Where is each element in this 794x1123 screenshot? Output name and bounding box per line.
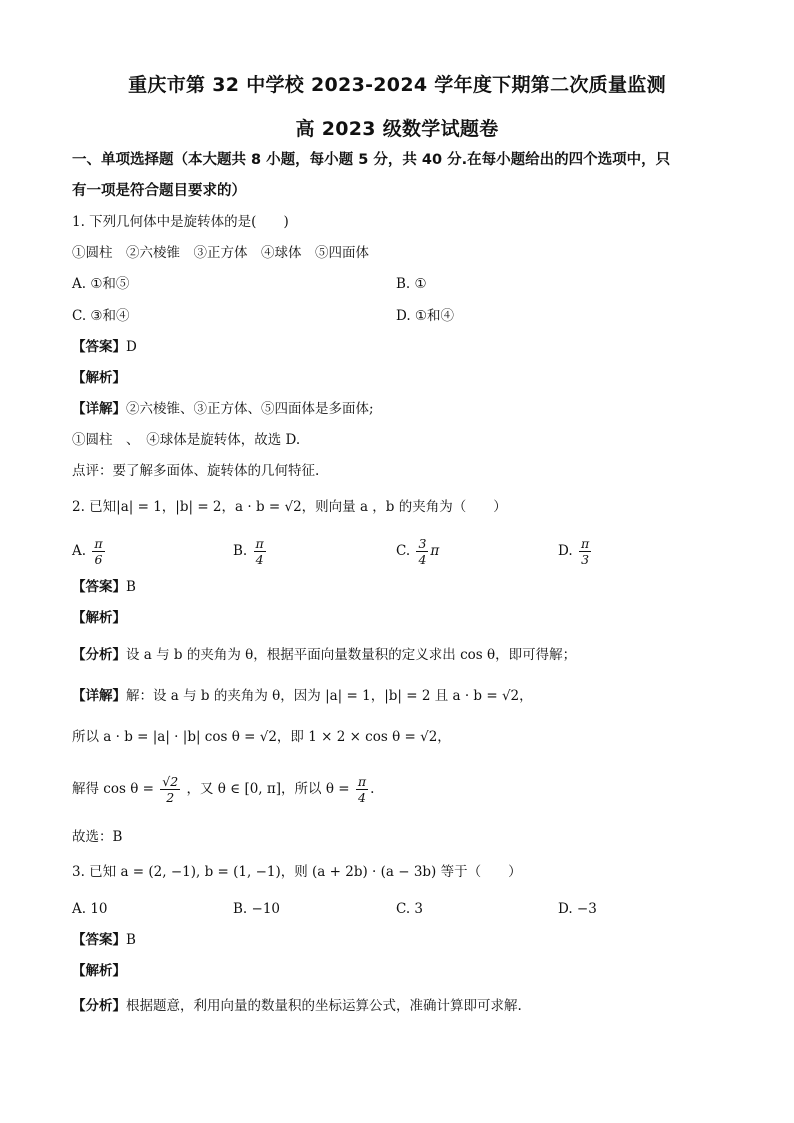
denominator: 4 bbox=[357, 790, 366, 805]
fraction bbox=[160, 774, 180, 805]
q2-option-b bbox=[233, 536, 268, 567]
detail-text: ，又 θ ∈ [0, π]，所以 θ = bbox=[186, 781, 350, 797]
fenxi-tag: 【分析】 bbox=[72, 647, 126, 663]
section-heading-line2: 有一项是符合题目要求的） bbox=[72, 183, 246, 199]
analysis-tag: 【解析】 bbox=[72, 370, 126, 386]
numerator: π bbox=[255, 536, 264, 551]
q2-analysis bbox=[72, 608, 126, 628]
detail-tag: 【详解】 bbox=[72, 401, 126, 417]
q1-detail-line1 bbox=[72, 399, 374, 419]
option-label: C. bbox=[396, 543, 411, 559]
denominator: 3 bbox=[581, 552, 590, 567]
denominator: 4 bbox=[255, 552, 264, 567]
q2-option-c bbox=[396, 536, 439, 567]
numerator: π bbox=[580, 536, 590, 551]
pi-symbol: π bbox=[430, 543, 440, 559]
q1-option-a: A. ①和⑤ bbox=[72, 276, 130, 292]
fraction bbox=[579, 536, 591, 567]
option-label: A. bbox=[72, 543, 87, 559]
q3-analysis bbox=[72, 961, 126, 981]
section-heading-line1: 一、单项选择题（本大题共 8 小题，每小题 5 分，共 40 分.在每小题给出的四个选项中，只 bbox=[72, 152, 671, 168]
analysis-tag: 【解析】 bbox=[72, 610, 126, 626]
answer-tag: 【答案】 bbox=[72, 579, 126, 595]
answer-value: B bbox=[126, 579, 136, 595]
fraction bbox=[416, 536, 428, 567]
detail-tag: 【详解】 bbox=[72, 688, 126, 704]
q2-detail-line2: 所以 a · b = |a| · |b| cos θ = √2，即 1 × 2 × cos θ = √2， bbox=[72, 729, 451, 745]
detail-text: 解：设 a 与 b 的夹角为 θ，因为 |a| = 1，|b| = 2 且 a · b = √2， bbox=[126, 688, 533, 704]
answer-value: B bbox=[126, 932, 136, 948]
fenxi-text: 设 a 与 b 的夹角为 θ，根据平面向量数量积的定义求出 cos θ，即可得解； bbox=[126, 647, 577, 663]
q2-option-d bbox=[558, 536, 593, 567]
option-label: B. bbox=[233, 543, 248, 559]
q3-stem: 3. 已知 a = (2, −1), b = (1, −1)，则 (a + 2b) · (a − 3b) 等于（ ） bbox=[72, 864, 522, 880]
answer-tag: 【答案】 bbox=[72, 339, 126, 355]
analysis-tag: 【解析】 bbox=[72, 963, 126, 979]
fenxi-tag: 【分析】 bbox=[72, 998, 126, 1014]
numerator: √2 bbox=[162, 774, 179, 789]
q3-option-d: D. −3 bbox=[558, 901, 597, 917]
fraction bbox=[356, 774, 368, 805]
q3-fenxi bbox=[72, 996, 522, 1016]
q1-answer bbox=[72, 337, 137, 357]
detail-text: . bbox=[370, 781, 375, 797]
exam-title: 重庆市第 32 中学校 2023-2024 学年度下期第二次质量监测 bbox=[128, 74, 666, 96]
detail-text: 解得 cos θ = bbox=[72, 781, 154, 797]
fraction bbox=[92, 536, 104, 567]
q1-comment: 点评：要了解多面体、旋转体的几何特征. bbox=[72, 463, 320, 479]
exam-subtitle: 高 2023 级数学试题卷 bbox=[295, 118, 499, 140]
q1-option-c: C. ③和④ bbox=[72, 308, 130, 324]
q2-stem: 2. 已知|a| = 1，|b| = 2，a · b = √2，则向量 a ，b 的夹角为（ ） bbox=[72, 499, 507, 515]
option-label: D. bbox=[558, 543, 573, 559]
denominator: 6 bbox=[94, 552, 103, 567]
q1-analysis bbox=[72, 368, 126, 388]
q3-option-b: B. −10 bbox=[233, 901, 280, 917]
numerator: π bbox=[357, 774, 367, 789]
detail-text: ②六棱锥、③正方体、⑤四面体是多面体; bbox=[126, 401, 374, 417]
q1-detail-line2: ①圆柱 、 ④球体是旋转体，故选 D. bbox=[72, 432, 301, 448]
q2-detail-line3 bbox=[72, 774, 374, 805]
q3-option-c: C. 3 bbox=[396, 901, 424, 917]
fenxi-text: 根据题意，利用向量的数量积的坐标运算公式，准确计算即可求解. bbox=[126, 998, 522, 1014]
q1-items: ①圆柱 ②六棱锥 ③正方体 ④球体 ⑤四面体 bbox=[72, 245, 369, 261]
q1-option-d: D. ①和④ bbox=[396, 308, 455, 324]
answer-value: D bbox=[126, 339, 137, 355]
q2-fenxi bbox=[72, 645, 576, 665]
q2-option-a bbox=[72, 536, 107, 567]
denominator: 4 bbox=[418, 552, 427, 567]
q1-stem: 1. 下列几何体中是旋转体的是( ) bbox=[72, 214, 289, 230]
numerator: π bbox=[94, 536, 103, 551]
q3-option-a: A. 10 bbox=[72, 901, 108, 917]
denominator: 2 bbox=[166, 790, 175, 805]
q1-option-b: B. ① bbox=[396, 276, 427, 292]
q2-answer bbox=[72, 577, 136, 597]
q2-conclusion: 故选：B bbox=[72, 829, 123, 845]
numerator: 3 bbox=[418, 536, 427, 551]
q2-detail-line1 bbox=[72, 686, 533, 706]
answer-tag: 【答案】 bbox=[72, 932, 126, 948]
fraction bbox=[254, 536, 266, 567]
q3-answer bbox=[72, 930, 136, 950]
